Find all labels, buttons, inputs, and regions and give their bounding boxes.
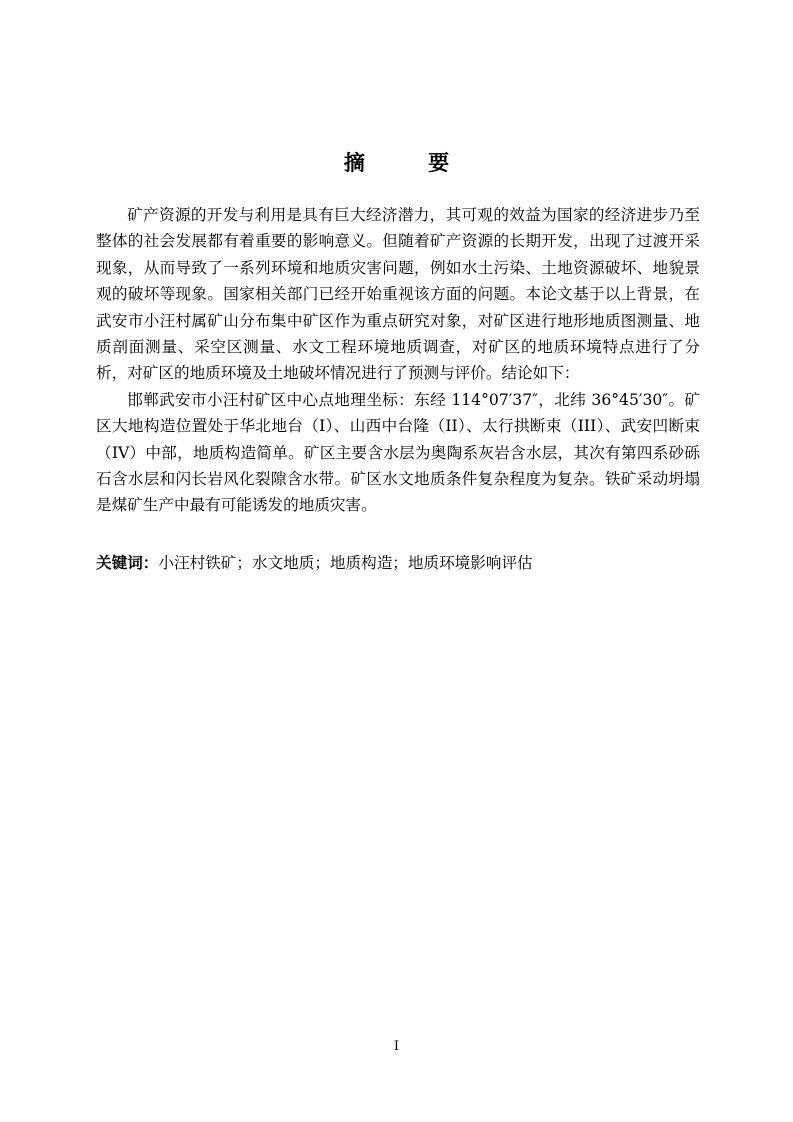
abstract-paragraph-1: 矿产资源的开发与利用是具有巨大经济潜力，其可观的效益为国家的经济进步乃至整体的社会发展都有着重要的影响意义。但随着矿产资源的长期开发，出现了过渡开采现象，从而导致了一系列环境和地质灾害问题，例如水土污染、土地资源破坏、地貌景观的破坏等现象。国家相关部门已经开始重视该方面的问题。本论文基于以上背景，在武安市小汪村属矿山分布集中矿区作为重点研究对象，对矿区进行地形地质图测量、地质剖面测量、采空区测量、水文工程环境地质调查，对矿区的地质环境特点进行了分析，对矿区的地质环境及土地破坏情况进行了预测与评价。结论如下： xyxy=(96,206,700,383)
keywords-line xyxy=(96,550,700,576)
page-number: I xyxy=(393,1039,400,1054)
abstract-body xyxy=(96,202,700,519)
abstract-paragraph-2: 邯郸武安市小汪村矿区中心点地理坐标：东经 114°07′37″，北纬 36°45′30″。矿区大地构造位置处于华北地台（I）、山西中台隆（II）、太行拱断束（III）、武安凹断束（IV）中部，地质构造简单。矿区主要含水层为奥陶系灰岩含水层，其次有第四系砂砾石含水层和闪长岩风化裂隙含水带。矿区水文地质条件复杂程度为复杂。铁矿采动坍塌是煤矿生产中最有可能诱发的地质灾害。 xyxy=(96,390,700,515)
keywords-label: 关键词： xyxy=(96,553,159,572)
keywords-text: 小汪村铁矿；水文地质；地质构造；地质环境影响评估 xyxy=(158,554,533,572)
page-title: 摘 要 xyxy=(343,150,478,175)
